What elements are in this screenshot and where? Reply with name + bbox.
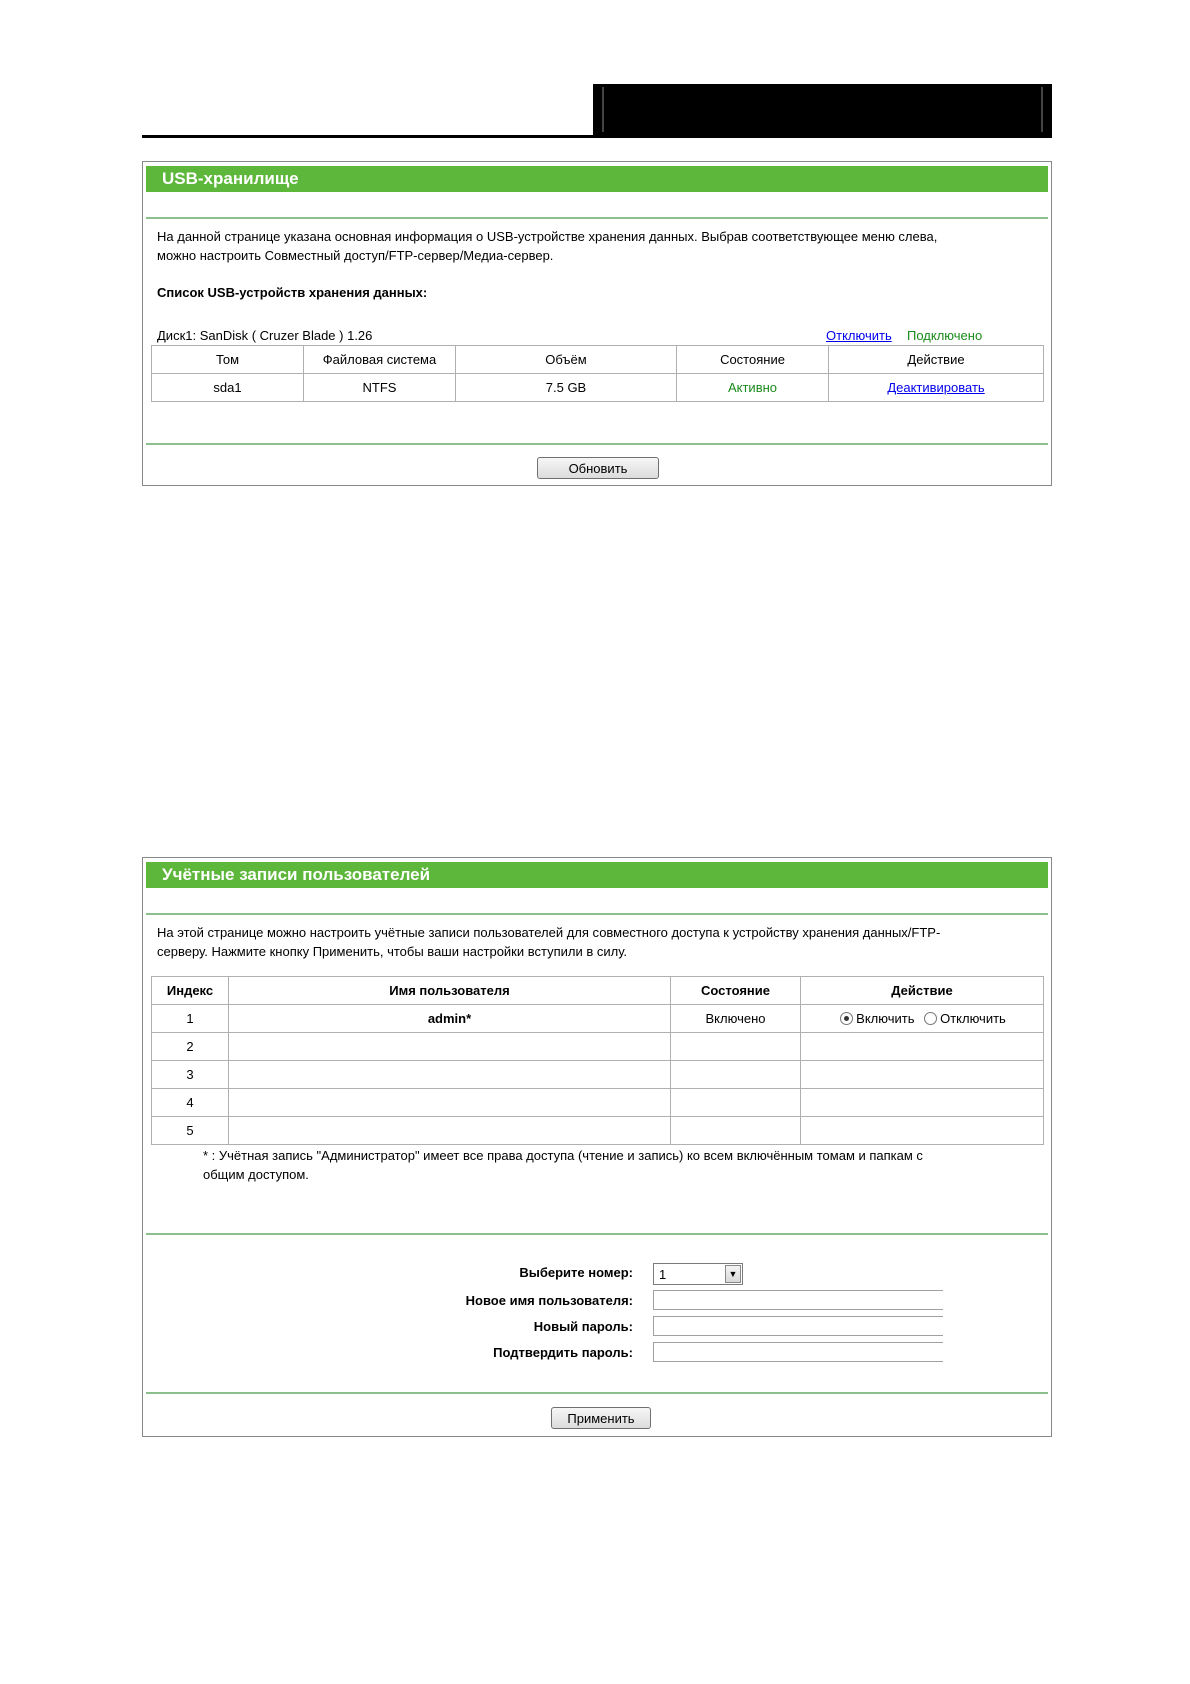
table-header-row (152, 977, 1044, 1005)
table-row (152, 1005, 1044, 1033)
index-cell: 2 (152, 1033, 229, 1061)
action-cell (829, 374, 1044, 402)
user-accounts-panel (142, 857, 1052, 1437)
username-cell: admin* (229, 1005, 671, 1033)
select-value: 1 (659, 1267, 667, 1282)
col-action: Действие (801, 977, 1044, 1005)
confirm-password-label: Подтвердить пароль: (493, 1345, 633, 1360)
divider (146, 1392, 1048, 1394)
fs-cell: NTFS (304, 374, 456, 402)
index-cell: 5 (152, 1117, 229, 1145)
disconnect-link[interactable]: Отключить (826, 328, 892, 343)
col-filesystem: Файловая система (304, 346, 456, 374)
col-size: Объём (456, 346, 677, 374)
accounts-table (151, 976, 1044, 1145)
col-state: Состояние (671, 977, 801, 1005)
table-header-row (152, 346, 1044, 374)
number-select[interactable] (653, 1263, 743, 1285)
new-password-input[interactable] (653, 1316, 943, 1336)
size-cell: 7.5 GB (456, 374, 677, 402)
apply-button[interactable]: Применить (551, 1407, 651, 1429)
volume-cell: sda1 (152, 374, 304, 402)
usb-storage-panel (142, 161, 1052, 486)
chevron-down-icon[interactable]: ▼ (725, 1265, 741, 1283)
connected-status: Подключено (907, 328, 983, 343)
page-description: На этой странице можно настроить учётные записи пользователей для совместного доступа к устройству хранения данных/FTP- серверу. Нажмите кнопку Применить, чтобы ваши настройки вступили в силу. (157, 925, 941, 959)
enable-radio[interactable] (840, 1012, 853, 1025)
new-username-label: Новое имя пользователя: (465, 1293, 633, 1308)
table-row (152, 1117, 1044, 1145)
enable-label[interactable]: Включить (856, 1011, 915, 1026)
new-password-label: Новый пароль: (533, 1319, 633, 1334)
new-username-input[interactable] (653, 1290, 943, 1310)
disk-label: Диск1: SanDisk ( Cruzer Blade ) 1.26 (157, 328, 373, 343)
col-state: Состояние (677, 346, 829, 374)
table-row (152, 374, 1044, 402)
confirm-password-input[interactable] (653, 1342, 943, 1362)
col-action: Действие (829, 346, 1044, 374)
table-row (152, 1089, 1044, 1117)
header-rule (142, 135, 1052, 138)
select-number-label: Выберите номер: (519, 1265, 633, 1280)
index-cell: 3 (152, 1061, 229, 1089)
deactivate-link[interactable]: Деактивировать (887, 380, 985, 395)
divider (146, 443, 1048, 445)
table-row (152, 1033, 1044, 1061)
table-row (152, 1061, 1044, 1089)
list-heading: Список USB-устройств хранения данных: (157, 285, 428, 300)
state-cell: Включено (671, 1005, 801, 1033)
refresh-button[interactable]: Обновить (537, 457, 659, 479)
usb-device-table (151, 345, 1044, 402)
col-volume: Том (152, 346, 304, 374)
admin-note: * : Учётная запись "Администратор" имеет все права доступа (чтение и запись) ко всем включённым томам и папкам с общим доступом. (203, 1148, 923, 1182)
state-cell: Активно (677, 374, 829, 402)
divider (146, 1233, 1048, 1235)
index-cell: 4 (152, 1089, 229, 1117)
disable-radio[interactable] (924, 1012, 937, 1025)
disable-label[interactable]: Отключить (940, 1011, 1006, 1026)
panel-title: USB-хранилище (146, 166, 1048, 192)
col-username: Имя пользователя (229, 977, 671, 1005)
col-index: Индекс (152, 977, 229, 1005)
index-cell: 1 (152, 1005, 229, 1033)
panel-title: Учётные записи пользователей (146, 862, 1048, 888)
header-bar (593, 84, 1052, 135)
page-description: На данной странице указана основная информация о USB-устройстве хранения данных. Выбрав соответствующее меню слева, можно настроить Совместный доступ/FTP-сервер/Медиа-сервер. (157, 229, 938, 263)
action-cell (801, 1005, 1044, 1033)
